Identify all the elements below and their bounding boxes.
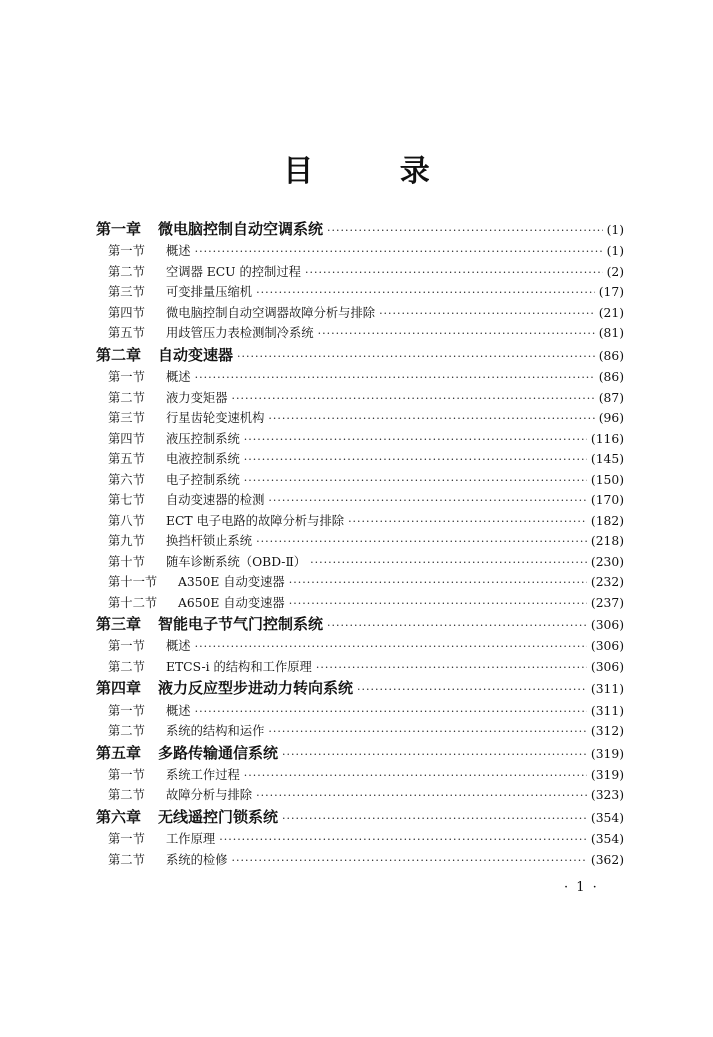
dot-leader: [327, 619, 587, 632]
toc-entry-page: (2): [606, 264, 624, 279]
toc-section-row: [96, 552, 624, 573]
toc-section-row: [96, 388, 624, 409]
toc-entry-label: 第五节: [108, 326, 145, 341]
toc-entry-title: 用歧管压力表检测制冷系统: [166, 326, 314, 341]
table-of-contents: [96, 218, 624, 870]
toc-entry-title: 行星齿轮变速机构: [166, 411, 265, 426]
toc-entry-title: 多路传输通信系统: [158, 743, 279, 762]
page-number: · 1 ·: [564, 880, 599, 895]
toc-entry-title: 无线遥控门锁系统: [158, 807, 279, 826]
toc-entry-title: 概述: [166, 639, 191, 654]
toc-entry-page: (319): [590, 767, 624, 782]
toc-entry-page: (354): [590, 810, 624, 825]
dot-leader: [244, 769, 587, 782]
toc-entry-title: 系统的结构和运作: [166, 724, 265, 739]
toc-entry-label: 第十节: [108, 554, 145, 569]
toc-section-row: [96, 850, 624, 871]
toc-entry-page: (1): [606, 223, 624, 237]
toc-chapter-row: [96, 677, 624, 700]
toc-entry-label: 第十二节: [108, 595, 158, 610]
toc-entry-page: (311): [590, 703, 624, 718]
toc-chapter-row: [96, 742, 624, 765]
dot-leader: [256, 286, 595, 299]
toc-section-row: [96, 636, 624, 657]
toc-entry-label: 第一节: [108, 703, 145, 718]
toc-entry-page: (87): [598, 390, 624, 405]
toc-entry-label: 第三节: [108, 285, 145, 300]
toc-entry-title: 液压控制系统: [166, 431, 240, 446]
dot-leader: [195, 640, 587, 653]
toc-entry-page: (323): [590, 788, 624, 803]
toc-entry-title: A350E 自动变速器: [178, 575, 285, 590]
toc-entry-page: (81): [598, 326, 624, 341]
toc-section-row: [96, 511, 624, 532]
toc-entry-title: 液力变矩器: [166, 390, 228, 405]
toc-entry-label: 第四节: [108, 305, 145, 320]
toc-entry-page: (354): [590, 832, 624, 847]
dot-leader: [195, 705, 587, 718]
dot-leader: [310, 556, 587, 569]
toc-entry-label: 第八节: [108, 513, 145, 528]
toc-section-row: [96, 303, 624, 324]
toc-entry-title: 自动变速器的检测: [166, 493, 265, 508]
dot-leader: [195, 245, 603, 258]
toc-entry-title: 智能电子节气门控制系统: [158, 615, 324, 634]
toc-entry-page: (306): [590, 659, 624, 674]
dot-leader: [232, 854, 587, 867]
toc-entry-label: 第六章: [96, 807, 142, 826]
toc-section-row: [96, 262, 624, 283]
toc-entry-label: 第五节: [108, 452, 145, 467]
toc-section-row: [96, 323, 624, 344]
toc-section-row: [96, 701, 624, 722]
dot-leader: [268, 725, 587, 738]
toc-entry-label: 第三章: [96, 615, 142, 634]
toc-entry-page: (311): [590, 682, 624, 697]
dot-leader: [327, 224, 603, 237]
toc-entry-page: (86): [598, 348, 624, 363]
toc-entry-label: 第一节: [108, 244, 145, 259]
dot-leader: [282, 748, 587, 761]
toc-entry-page: (182): [590, 513, 624, 528]
dot-leader: [348, 515, 587, 528]
toc-entry-label: 第二节: [108, 788, 145, 803]
dot-leader: [268, 494, 587, 507]
dot-leader: [219, 833, 587, 846]
toc-section-row: [96, 490, 624, 511]
toc-entry-page: (96): [598, 411, 624, 426]
toc-entry-page: (1): [606, 244, 624, 259]
toc-section-row: [96, 367, 624, 388]
toc-section-row: [96, 765, 624, 786]
toc-entry-page: (17): [598, 285, 624, 300]
dot-leader: [316, 661, 587, 674]
toc-section-row: [96, 572, 624, 593]
toc-entry-label: 第四节: [108, 431, 145, 446]
toc-entry-page: (150): [590, 472, 624, 487]
toc-entry-title: 液力反应型步进动力转向系统: [158, 679, 354, 698]
toc-entry-page: (86): [598, 370, 624, 385]
toc-entry-title: ECT 电子电路的故障分析与排除: [166, 513, 345, 528]
toc-entry-label: 第一节: [108, 832, 145, 847]
toc-entry-page: (362): [590, 852, 624, 867]
dot-leader: [289, 576, 587, 589]
toc-entry-page: (145): [590, 452, 624, 467]
toc-entry-page: (230): [590, 554, 624, 569]
toc-entry-label: 第四章: [96, 679, 142, 698]
toc-entry-page: (21): [598, 305, 624, 320]
toc-entry-page: (306): [590, 639, 624, 654]
toc-entry-label: 第二节: [108, 390, 145, 405]
toc-entry-title: 概述: [166, 244, 191, 259]
dot-leader: [232, 392, 595, 405]
toc-section-row: [96, 531, 624, 552]
toc-entry-page: (319): [590, 746, 624, 761]
toc-entry-label: 第二节: [108, 659, 145, 674]
toc-entry-page: (237): [590, 595, 624, 610]
toc-entry-title: 可变排量压缩机: [166, 285, 253, 300]
toc-entry-title: 系统的检修: [166, 852, 228, 867]
toc-entry-label: 第二节: [108, 852, 145, 867]
toc-section-row: [96, 721, 624, 742]
dot-leader: [244, 474, 587, 487]
toc-entry-title: 概述: [166, 703, 191, 718]
toc-entry-page: (116): [590, 431, 624, 446]
toc-entry-label: 第一章: [96, 220, 142, 238]
dot-leader: [256, 789, 587, 802]
toc-entry-label: 第十一节: [108, 575, 158, 590]
dot-leader: [289, 597, 587, 610]
toc-entry-title: 微电脑控制自动空调系统: [158, 220, 324, 238]
toc-entry-title: 电液控制系统: [166, 452, 240, 467]
toc-chapter-row: [96, 613, 624, 636]
toc-entry-label: 第六节: [108, 472, 145, 487]
toc-entry-title: 工作原理: [166, 832, 216, 847]
toc-section-row: [96, 408, 624, 429]
toc-entry-label: 第九节: [108, 534, 145, 549]
toc-section-row: [96, 829, 624, 850]
toc-section-row: [96, 429, 624, 450]
toc-entry-page: (170): [590, 493, 624, 508]
toc-entry-title: 概述: [166, 370, 191, 385]
toc-entry-title: 随车诊断系统（OBD-Ⅱ）: [166, 554, 307, 569]
toc-section-row: [96, 785, 624, 806]
toc-entry-label: 第三节: [108, 411, 145, 426]
toc-entry-title: A650E 自动变速器: [178, 595, 285, 610]
page-title: 目 录: [283, 154, 468, 189]
toc-section-row: [96, 657, 624, 678]
toc-entry-label: 第二章: [96, 345, 142, 364]
toc-entry-page: (218): [590, 534, 624, 549]
toc-entry-label: 第二节: [108, 724, 145, 739]
toc-entry-title: 故障分析与排除: [166, 788, 253, 803]
toc-chapter-row: [96, 218, 624, 241]
toc-entry-label: 第一节: [108, 767, 145, 782]
toc-section-row: [96, 593, 624, 614]
dot-leader: [256, 535, 587, 548]
toc-section-row: [96, 241, 624, 262]
toc-entry-title: 空调器 ECU 的控制过程: [166, 264, 301, 279]
toc-entry-label: 第五章: [96, 743, 142, 762]
dot-leader: [357, 683, 587, 696]
toc-entry-title: ETCS-i 的结构和工作原理: [166, 659, 312, 674]
dot-leader: [282, 812, 587, 825]
toc-entry-label: 第一节: [108, 639, 145, 654]
dot-leader: [379, 307, 595, 320]
dot-leader: [237, 350, 595, 363]
toc-entry-label: 第一节: [108, 370, 145, 385]
dot-leader: [268, 412, 594, 425]
toc-entry-title: 自动变速器: [158, 345, 234, 364]
toc-entry-page: (306): [590, 618, 624, 633]
toc-section-row: [96, 282, 624, 303]
toc-chapter-row: [96, 806, 624, 829]
toc-entry-label: 第七节: [108, 493, 145, 508]
toc-entry-title: 微电脑控制自动空调器故障分析与排除: [166, 305, 376, 320]
toc-entry-page: (312): [590, 724, 624, 739]
toc-entry-title: 换挡杆锁止系统: [166, 534, 253, 549]
toc-section-row: [96, 449, 624, 470]
dot-leader: [305, 266, 603, 279]
dot-leader: [244, 433, 587, 446]
toc-entry-label: 第二节: [108, 264, 145, 279]
toc-chapter-row: [96, 344, 624, 367]
toc-entry-title: 系统工作过程: [166, 767, 240, 782]
dot-leader: [195, 371, 595, 384]
toc-entry-page: (232): [590, 575, 624, 590]
toc-entry-title: 电子控制系统: [166, 472, 240, 487]
dot-leader: [244, 453, 587, 466]
toc-section-row: [96, 470, 624, 491]
dot-leader: [318, 327, 595, 340]
